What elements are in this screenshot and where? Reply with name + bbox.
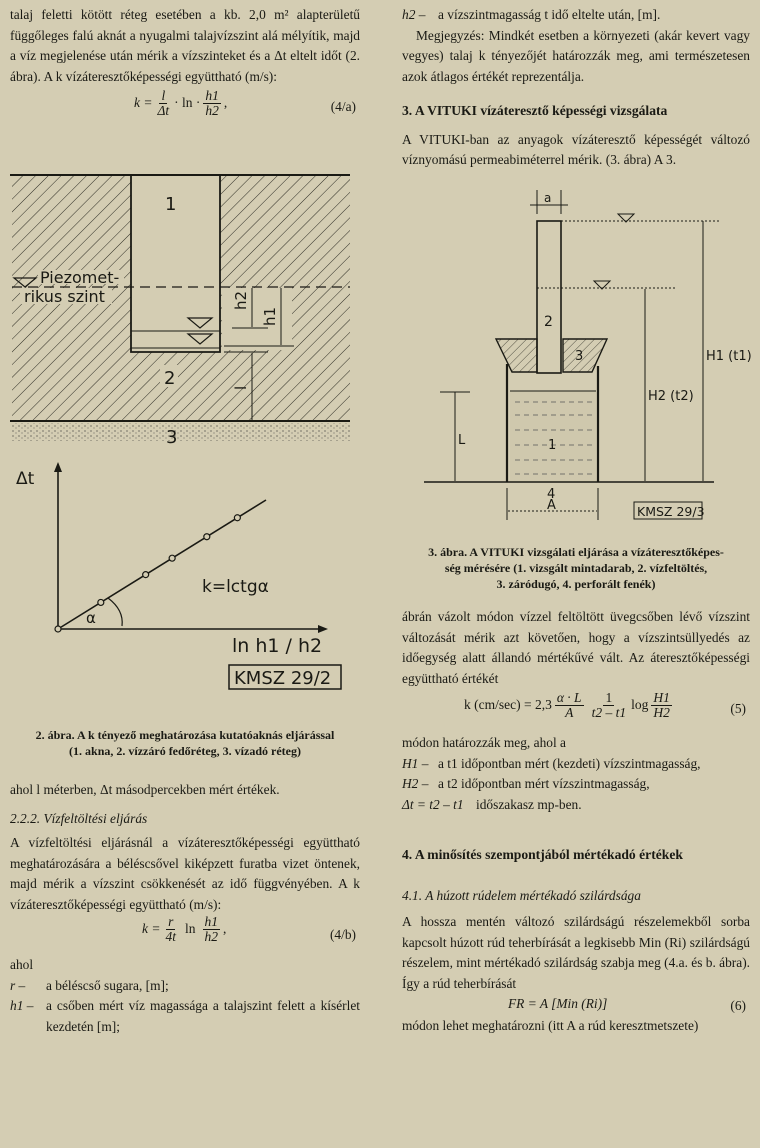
formula-tail: , xyxy=(223,921,227,937)
numerator: H1 xyxy=(653,690,670,705)
definition-symbol: H2 – xyxy=(402,776,429,791)
figure-2-caption xyxy=(10,727,360,759)
numerator: 1 xyxy=(605,690,613,705)
procedure-paragraph: ábrán vázolt módon vízzel feltöltött üvegcsőben lévő vízszint változását mérik azt követően, hogy a vízszintsüllyedés az időegység alatt állandó mértékűvé vált. Az áteresztőképességi együttható értékét xyxy=(402,609,750,686)
piezometric-label-line1: Piezomet- xyxy=(40,268,120,287)
vituki-paragraph: A VITUKI-ban az anyagok vízáteresztő képességét változó víznyomású permeabiméterrel mérik. (3. ábra) A 3. xyxy=(402,131,750,167)
label-water-filling: 2 xyxy=(544,314,553,330)
formula-lhs: k = xyxy=(142,921,161,937)
denominator: A xyxy=(565,705,574,720)
label-cover-layer: 2 xyxy=(164,368,176,389)
label-H2: H2 (t2) xyxy=(648,389,694,404)
stamp-label: KMSZ 29/2 xyxy=(234,668,332,689)
where-label: ahol xyxy=(10,957,34,972)
denominator: 4t xyxy=(165,929,176,944)
caption-line: 3. ábra. A VITUKI vizsgálati eljárása a vízáteresztőképes- xyxy=(428,545,724,559)
definition-H2 xyxy=(402,774,750,795)
label-h2: h2 xyxy=(232,290,250,310)
denominator: t2 – t1 xyxy=(591,705,627,720)
section-4-heading: 4. A minősítés szempontjából mértékadó értékek xyxy=(402,847,683,862)
intro-paragraph: talaj feletti kötött réteg esetében a kb. 2,0 m² alapterületű függőleges falú aknát a nyugalmi talajvízszint alá mélyítik, majd a víz megjelenése után mérik a vízszinteket és a Δt eltelt időt (2. ábra). A k vízáteresztőképességi együttható (m/s): xyxy=(10,7,360,84)
equation-number: (6) xyxy=(730,998,746,1013)
data-point-marker xyxy=(143,572,149,578)
formula-operator: log xyxy=(631,697,649,713)
x-axis-label: ln h1 / h2 xyxy=(232,635,323,657)
figure-3-caption xyxy=(402,544,750,592)
numerator: h1 xyxy=(204,914,219,929)
equation-number: (4/a) xyxy=(330,99,356,114)
right-column-lower xyxy=(402,607,750,1037)
equation-number: (5) xyxy=(730,701,746,716)
right-column xyxy=(402,5,750,171)
equation-label: k=lctgα xyxy=(202,577,269,597)
where-paragraph: módon határozzák meg, ahol a xyxy=(402,735,566,750)
after-figure-text: ahol l méterben, Δt másodpercekben mért értékek. xyxy=(10,782,280,797)
formula-4a xyxy=(10,87,360,127)
sample xyxy=(510,391,596,482)
formula-4b xyxy=(10,915,360,955)
definition-text: a t1 időpontban mért (kezdeti) vízszintmagasság, xyxy=(438,755,701,771)
data-point-marker xyxy=(234,515,240,521)
definition-r xyxy=(10,976,360,997)
piezometric-label-line2: rikus szint xyxy=(24,287,105,306)
note-paragraph: Megjegyzés: Mindkét esetben a környezeti (akár kevert vagy vegyes) talaj k tényezőjét határozzák meg, ami természetesen azok átlagos értékét reprezentálja. xyxy=(402,27,750,84)
definition-text: a t2 időpontban mért vízszintmagasság, xyxy=(438,776,650,791)
formula-tail: , xyxy=(223,95,228,111)
formula-text: FR = A [Min (Ri)] xyxy=(508,996,608,1011)
stamp-label: KMSZ 29/3 xyxy=(637,504,705,519)
subsection-4-1-heading: 4.1. A húzott rúdelem mértékadó szilárdsága xyxy=(402,887,641,903)
formula-lhs: k (cm/sec) = 2,3 xyxy=(464,697,552,713)
numerator: l xyxy=(161,88,166,103)
definition-h1 xyxy=(10,996,360,1037)
label-shaft: 1 xyxy=(165,194,177,215)
definition-symbol: h2 – xyxy=(402,7,426,22)
definition-symbol: H1 – xyxy=(402,755,429,771)
definition-dt xyxy=(402,795,750,816)
definition-text: időszakasz mp-ben. xyxy=(476,796,582,812)
label-L: L xyxy=(458,433,466,448)
label-stopper: 3 xyxy=(575,349,584,364)
definition-symbol: h1 – xyxy=(10,998,34,1013)
data-point-marker xyxy=(98,599,104,605)
data-point-marker xyxy=(55,626,61,632)
label-perforated-bottom: 4 xyxy=(547,487,556,502)
closing-paragraph: módon lehet meghatározni (itt A a rúd keresztmetszete) xyxy=(402,1018,699,1033)
caption-line: ség mérésére (1. vizsgált mintadarab, 2. vízfeltöltés, xyxy=(444,561,708,575)
left-column-lower xyxy=(10,780,360,1037)
figure-3-permeameter xyxy=(380,180,760,530)
angle-label: α xyxy=(86,609,96,627)
formula-5 xyxy=(402,689,750,733)
angle-arc xyxy=(108,598,122,626)
label-h1: h1 xyxy=(261,306,279,326)
denominator: Δt xyxy=(157,103,170,118)
numerator: h1 xyxy=(205,88,219,103)
label-aquifer: 3 xyxy=(166,427,178,448)
section-3-heading: 3. A VITUKI vízáteresztő képességi vizsgálata xyxy=(402,103,668,118)
caption-line: (1. akna, 2. vízzáró fedőréteg, 3. vízadó réteg) xyxy=(69,744,301,758)
strength-paragraph: A hossza mentén változó szilárdságú részelemekből sorba kapcsolt húzott rúd teherbírását a legkisebb Min (Ri) szilárdságú részelem, mint mértékadó szilárdság szabja meg (4.a. és b. ábra). Így a rúd teherbírását xyxy=(402,914,751,991)
definition-text: a csőben mért víz magassága a talajszint felett a kísérlet kezdetén [m]; xyxy=(46,998,360,1034)
formula-operator: ln xyxy=(185,921,196,937)
figure-2-shaft-diagram xyxy=(0,160,380,450)
formula-6 xyxy=(402,994,750,1016)
label-sample: 1 xyxy=(548,438,557,453)
label-A: A xyxy=(547,498,556,513)
water-filling-paragraph: A vízfeltöltési eljárásnál a vízáteresztőképességi együttható meghatározására a béléscsővel kiképzett furatba vizet öntenek, majd mérik a vízszint csökkenését az idő függvényében. A k vízáteresztőképességi együttható (m/s): xyxy=(10,835,360,912)
label-l: l xyxy=(232,385,250,390)
definition-symbol: Δt = t2 – t1 xyxy=(402,796,464,812)
equation-number: (4/b) xyxy=(329,927,356,942)
definition-h2 xyxy=(402,5,750,26)
left-column xyxy=(10,5,360,127)
numerator: r xyxy=(168,914,174,929)
formula-operator: · ln · xyxy=(174,95,201,111)
figure-2-chart xyxy=(0,450,380,700)
numerator: α · L xyxy=(556,690,582,705)
stopper-right xyxy=(563,339,607,372)
caption-line: 2. ábra. A k tényező meghatározása kutatóaknás eljárással xyxy=(35,728,335,742)
y-axis-label: Δt xyxy=(16,469,35,489)
stopper-left xyxy=(496,339,537,372)
denominator: h2 xyxy=(204,929,219,944)
definition-text: a béléscső sugara, [m]; xyxy=(46,977,169,993)
caption-line: 3. záródugó, 4. perforált fenék) xyxy=(496,577,656,591)
definition-text: a vízszintmagasság t idő eltelte után, [m]. xyxy=(438,7,661,22)
formula-lhs: k = xyxy=(134,95,153,111)
label-a: a xyxy=(544,191,552,205)
denominator: h2 xyxy=(205,103,219,118)
standpipe xyxy=(537,221,561,373)
data-point-marker xyxy=(169,555,175,561)
aquifer-layer xyxy=(12,423,350,441)
data-point-marker xyxy=(204,534,210,540)
definition-H1 xyxy=(402,754,750,775)
definition-symbol: r – xyxy=(10,977,26,993)
label-H1: H1 (t1) xyxy=(706,349,752,364)
denominator: H2 xyxy=(653,705,670,720)
subsection-heading: 2.2.2. Vízfeltöltési eljárás xyxy=(10,810,148,826)
